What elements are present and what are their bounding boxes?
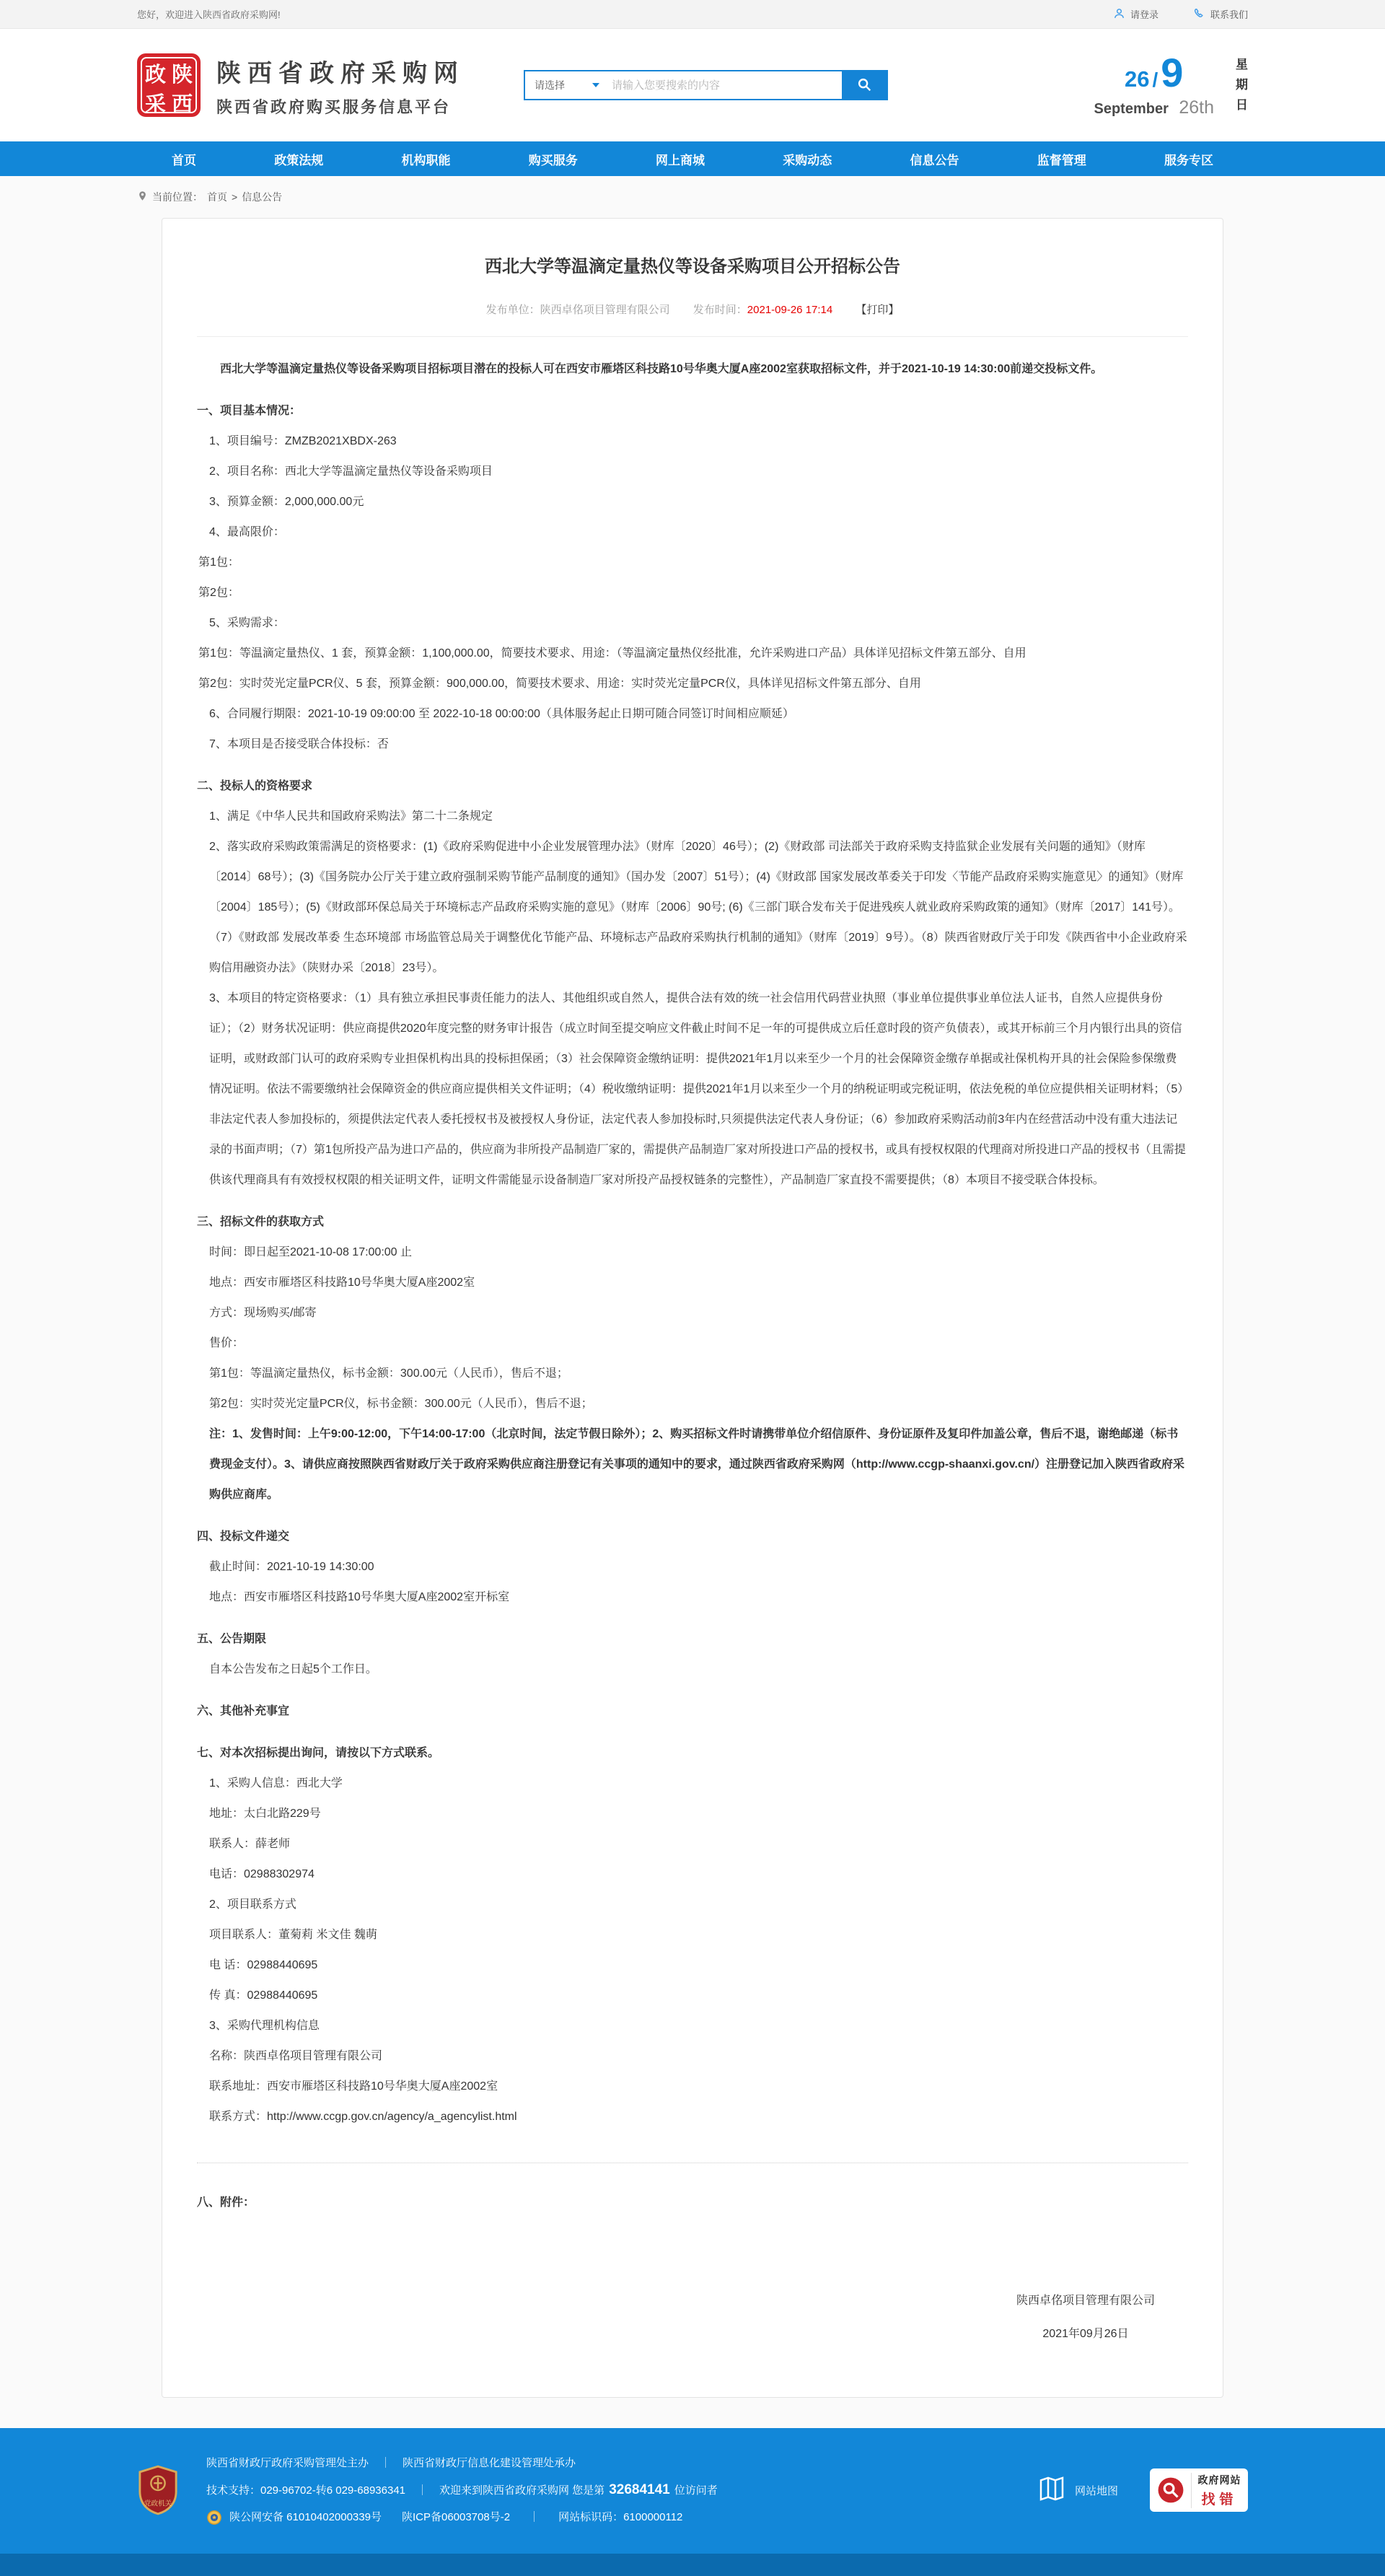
article-paragraph: 西北大学等温滴定量热仪等设备采购项目招标项目潜在的投标人可在西安市雁塔区科技路10号华奥大厦A座2002室获取招标文件，并于2021-10-19 14:30:00前递交投标文件。 bbox=[220, 363, 1103, 375]
article-paragraph: 联系人：薛老师 bbox=[209, 1838, 291, 1850]
search-category-select[interactable]: 请选择 bbox=[525, 71, 609, 99]
date-month-name: September bbox=[1094, 100, 1169, 117]
site-footer bbox=[0, 2428, 1385, 2554]
date-day: 26 bbox=[1125, 66, 1150, 92]
article-paragraph: 2、项目联系方式 bbox=[209, 1898, 296, 1911]
top-bar bbox=[0, 0, 1385, 29]
article-paragraph: 八、附件： bbox=[197, 2196, 255, 2209]
breadcrumb bbox=[137, 176, 1248, 215]
search-input[interactable] bbox=[609, 71, 842, 99]
article-paragraph: 电话：02988302974 bbox=[209, 1868, 315, 1880]
article-paragraph: 三、招标文件的获取方式 bbox=[197, 1216, 325, 1228]
nav-item-online-mall[interactable]: 网上商城 bbox=[656, 153, 705, 167]
site-subtitle: 陕西省政府购买服务信息平台 bbox=[216, 97, 452, 116]
chevron-down-icon bbox=[592, 83, 599, 87]
svg-text:党政机关: 党政机关 bbox=[144, 2500, 172, 2508]
article-paragraph: 第2包： bbox=[198, 587, 239, 599]
article-paragraph: 地址：太白北路229号 bbox=[209, 1808, 321, 1820]
article-paragraph: 截止时间：2021-10-19 14:30:00 bbox=[209, 1561, 374, 1573]
nav-item-home[interactable]: 首页 bbox=[172, 153, 196, 167]
police-badge-icon bbox=[206, 2510, 222, 2525]
date-weekday: 星 期 日 bbox=[1236, 57, 1248, 113]
search-button[interactable] bbox=[842, 71, 887, 99]
phone-icon bbox=[1193, 7, 1205, 22]
article-paragraph: 2、落实政府采购政策需满足的资格要求：(1)《政府采购促进中小企业发展管理办法》（财库〔2020〕46号）；(2)《财政部 司法部关于政府采购支持监狱企业发展有关问题的通知》（财库〔2014〕68号）；(3)《国务院办公厅关于建立政府强制采购节能产品制度的通知》（国办发〔2007〕51号）；(4)《财政部 国家发展改革委关于印发〈节能产品政府采购实施意见〉的通知》（财库〔2004〕185号）；(5)《财政部环保总局关于环境标志产品政府采购实施的意见》（财库〔2006〕90号; (6)《三部门联合发布关于促进残疾人就业政府采购政策的通知》（财库〔2017〕141号）。（7）《财政部 发展改革委 生态环境部 市场监管总局关于调整优化节能产品、环境标志产品政府采购执行机制的通知》（财库〔2019〕9号）。（8）陕西省财政厅关于印发《陕西省中小企业政府采购信用融资办法》（陕财办采〔2018〕23号）。 bbox=[209, 841, 1187, 974]
site-logo[interactable]: 政 陕 采 西 bbox=[137, 53, 201, 117]
nav-item-functions[interactable]: 机构职能 bbox=[401, 153, 451, 167]
breadcrumb-current: 信息公告 bbox=[242, 191, 283, 203]
publisher-value: 陕西卓佲项目管理有限公司 bbox=[540, 304, 670, 316]
article-paragraph: 四、投标文件递交 bbox=[197, 1530, 290, 1543]
gov-site-error-report-badge[interactable]: 政府网站 找错 bbox=[1150, 2468, 1248, 2512]
article-paragraph: 售价： bbox=[209, 1337, 245, 1349]
article-paragraph: 时间：即日起至2021-10-08 17:00:00 止 bbox=[209, 1246, 413, 1258]
breadcrumb-separator: > bbox=[232, 191, 238, 203]
signature-block bbox=[197, 2284, 1188, 2351]
search-icon bbox=[856, 76, 872, 95]
article-paragraph: 一、项目基本情况： bbox=[197, 405, 302, 417]
article-paragraph: 地点：西安市雁塔区科技路10号华奥大厦A座2002室 bbox=[209, 1276, 475, 1289]
error-report-seal-icon bbox=[1157, 2476, 1184, 2504]
article-paragraph: 第2包：实时荧光定量PCR仪、5 套，预算金额：900,000.00，简要技术要求、用途：实时荧光定量PCR仪，具体详见招标文件第五部分、自用 bbox=[198, 678, 921, 690]
article-paragraph: 项目联系人：董菊莉 米文佳 魏萌 bbox=[209, 1929, 377, 1941]
signature-date: 2021年09月26日 bbox=[1042, 2328, 1129, 2340]
visitor-count: 32684141 bbox=[609, 2482, 670, 2497]
article-paragraph: 方式：现场购买/邮寄 bbox=[209, 1307, 317, 1319]
sitemap-link[interactable]: 网站地图 bbox=[1037, 2474, 1118, 2506]
site-code: 网站标识码：6100000112 bbox=[558, 2511, 683, 2523]
signature-company: 陕西卓佲项目管理有限公司 bbox=[1016, 2295, 1155, 2307]
article-paragraph: 第2包：实时荧光定量PCR仪，标书金额：300.00元（人民币），售后不退； bbox=[209, 1398, 593, 1410]
main-nav bbox=[0, 141, 1385, 176]
article-paragraph: 联系方式：http://www.ccgp.gov.cn/agency/a_agencylist.html bbox=[209, 2111, 517, 2123]
publish-time-label: 发布时间： bbox=[692, 304, 747, 316]
location-pin-icon bbox=[137, 190, 148, 203]
article-paragraph: 注：1、发售时间：上午9:00-12:00，下午14:00-17:00（北京时间，法定节假日除外）；2、购买招标文件时请携带单位介绍信原件、身份证原件及复印件加盖公章，售后不退，谢绝邮递（标书费现金支付）。3、请供应商按照陕西省财政厅关于政府采购供应商注册登记有关事项的通知中的要求，通过陕西省政府采购网（http://www.ccgp-shaanxi.gov.cn/）注册登记加入陕西省政府采购供应商库。 bbox=[209, 1428, 1185, 1501]
article-paragraph: 1、采购人信息：西北大学 bbox=[209, 1777, 343, 1789]
article-paragraph: 3、预算金额：2,000,000.00元 bbox=[209, 496, 364, 508]
article-body bbox=[197, 354, 1188, 2218]
article-paragraph: 联系地址：西安市雁塔区科技路10号华奥大厦A座2002室 bbox=[209, 2080, 498, 2093]
map-icon bbox=[1037, 2474, 1066, 2506]
page-title: 西北大学等温滴定量热仪等设备采购项目公开招标公告 bbox=[485, 257, 900, 276]
article-paragraph: 2、项目名称：西北大学等温滴定量热仪等设备采购项目 bbox=[209, 465, 493, 478]
announcement-card bbox=[162, 218, 1223, 2398]
breadcrumb-home[interactable]: 首页 bbox=[207, 191, 227, 203]
article-paragraph: 4、最高限价： bbox=[209, 526, 285, 538]
article-paragraph: 第1包： bbox=[198, 556, 239, 569]
search-box bbox=[524, 70, 888, 100]
article-paragraph: 电 话：02988440695 bbox=[209, 1959, 318, 1971]
article-paragraph: 第1包：等温滴定量热仪、1 套，预算金额：1,100,000.00，简要技术要求、用途：（等温滴定量热仪经批准，允许采购进口产品）具体详见招标文件第五部分、自用 bbox=[198, 647, 1026, 660]
public-security-filing: 陕公网安备 61010402000339号 bbox=[229, 2511, 382, 2523]
article-paragraph: 6、合同履行期限：2021-10-19 09:00:00 至 2022-10-18 00:00:00（具体服务起止日期可随合同签订时间相应顺延） bbox=[209, 708, 794, 720]
main-area bbox=[0, 176, 1385, 2428]
footer-bottom-strip bbox=[0, 2554, 1385, 2576]
nav-item-supervision[interactable]: 监督管理 bbox=[1037, 153, 1086, 167]
icp-filing: 陕ICP备06003708号-2 bbox=[401, 2511, 511, 2523]
article-paragraph: 1、项目编号：ZMZB2021XBDX-263 bbox=[209, 435, 397, 447]
meta-divider bbox=[197, 336, 1188, 337]
nav-item-purchase-services[interactable]: 购买服务 bbox=[528, 153, 578, 167]
contact-link[interactable]: 联系我们 bbox=[1193, 7, 1248, 22]
nav-item-procurement-news[interactable]: 采购动态 bbox=[783, 153, 832, 167]
user-icon bbox=[1113, 7, 1125, 22]
article-paragraph: 3、本项目的特定资格要求：（1）具有独立承担民事责任能力的法人、其他组织或自然人，提供合法有效的统一社会信用代码营业执照（事业单位提供事业单位法人证书，自然人应提供身份证）；（2）财务状况证明：供应商提供2020年度完整的财务审计报告（成立时间至提交响应文件截止时间不足一年的可提供成立后任意时段的资产负债表），或其开标前三个月内银行出具的资信证明，或财政部门认可的政府采购专业担保机构出具的投标担保函；（3）社会保障资金缴纳证明：提供2021年1月以来至少一个月的社会保障资金缴存单据或社保机构开具的社会保险参保缴费情况证明。依法不需要缴纳社会保障资金的供应商应提供相关文件证明；（4）税收缴纳证明：提供2021年1月以来至少一个月的纳税证明或完税证明，依法免税的单位应提供相关证明材料；（5）非法定代表人参加投标的，须提供法定代表人委托授权书及被授权人身份证，法定代表人参加投标时,只须提供法定代表人身份证；（6）参加政府采购活动前3年内在经营活动中没有重大违法记录的书面声明；（7）第1包所投产品为进口产品的，供应商为非所投产品制造厂家的，需提供产品制造厂家对所投进口产品的授权书，或具有授权权限的代理商对所投进口产品的授权书（且需提供该代理商具有有效授权权限的相关证明文件，证明文件需能显示设备制造厂家对所投产品授权链条的完整性），产品制造厂家直投不需要提供；（8）本项目不接受联合体投标。 bbox=[209, 992, 1186, 1186]
party-government-emblem bbox=[137, 2465, 179, 2515]
date-month: 9 bbox=[1161, 49, 1184, 95]
article-paragraph: 传 真：02988440695 bbox=[209, 1989, 318, 2002]
article-paragraph: 七、对本次招标提出询问，请按以下方式联系。 bbox=[197, 1747, 440, 1759]
article-paragraph: 自本公告发布之日起5个工作日。 bbox=[209, 1663, 377, 1675]
site-title: 陕西省政府采购网 bbox=[216, 59, 465, 87]
article-paragraph: 六、其他补充事宜 bbox=[197, 1705, 290, 1717]
breadcrumb-label: 当前位置： bbox=[152, 191, 203, 203]
article-paragraph: 名称：陕西卓佲项目管理有限公司 bbox=[209, 2050, 383, 2062]
nav-item-announcements[interactable]: 信息公告 bbox=[910, 153, 959, 167]
welcome-text: 您好，欢迎进入陕西省政府采购网! bbox=[137, 9, 281, 20]
date-ordinal: 26th bbox=[1179, 97, 1214, 118]
article-paragraph: 五、公告期限 bbox=[197, 1633, 267, 1645]
print-button[interactable]: 【打印】 bbox=[856, 304, 900, 316]
footer-line-support: 技术支持：029-96702-转6 029-68936341 ｜ 欢迎来到陕西省政府采购网 您是第 32684141 位访问者 bbox=[206, 2482, 718, 2497]
publish-time-value: 2021-09-26 17:14 bbox=[747, 304, 833, 316]
article-paragraph: 二、投标人的资格要求 bbox=[197, 780, 313, 792]
footer-line-organizers: 陕西省财政厅政府采购管理处主办 ｜ 陕西省财政厅信息化建设管理处承办 bbox=[206, 2457, 576, 2469]
article-paragraph: 第1包：等温滴定量热仪，标书金额：300.00元（人民币），售后不退； bbox=[209, 1367, 568, 1380]
publisher-label: 发布单位： bbox=[485, 304, 540, 316]
nav-item-service-zone[interactable]: 服务专区 bbox=[1164, 153, 1213, 167]
date-widget: 26 /9 September 26th 星 期 日 bbox=[1094, 49, 1248, 118]
article-paragraph: 3、采购代理机构信息 bbox=[209, 2020, 320, 2032]
article-paragraph: 1、满足《中华人民共和国政府采购法》第二十二条规定 bbox=[209, 810, 493, 823]
login-link[interactable]: 请登录 bbox=[1113, 7, 1158, 22]
nav-item-policies[interactable]: 政策法规 bbox=[274, 153, 324, 167]
article-meta bbox=[197, 302, 1188, 317]
site-header bbox=[0, 29, 1385, 141]
article-paragraph: 7、本项目是否接受联合体投标：否 bbox=[209, 738, 389, 750]
footer-line-registration: 陕公网安备 61010402000339号 陕ICP备06003708号-2 ｜ 网站标识码：6100000112 bbox=[206, 2504, 1037, 2531]
article-paragraph: 地点：西安市雁塔区科技路10号华奥大厦A座2002室开标室 bbox=[209, 1591, 510, 1603]
article-paragraph: 5、采购需求： bbox=[209, 617, 285, 629]
